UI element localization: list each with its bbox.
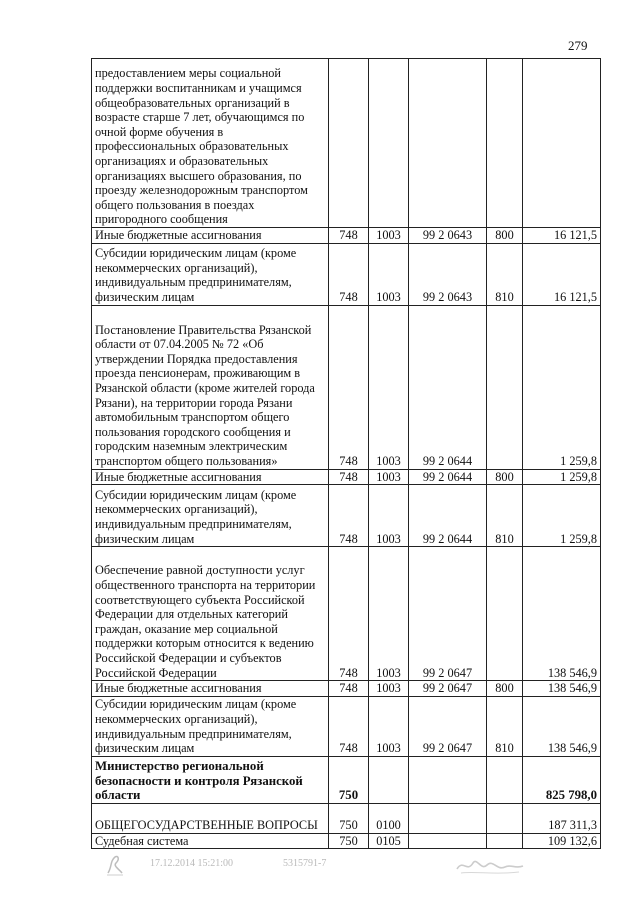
row-ved: 748 (329, 696, 369, 756)
table-row (92, 547, 601, 681)
row-ved: 748 (329, 469, 369, 485)
table-row (92, 833, 601, 849)
row-vr (487, 756, 523, 803)
row-rz (369, 756, 409, 803)
row-rz: 1003 (369, 228, 409, 244)
table-row (92, 756, 601, 803)
document-footer (0, 853, 640, 883)
row-sum: 138 546,9 (523, 681, 601, 697)
row-description: Министерство региональной безопасности и контроля Рязанской области (92, 756, 329, 803)
row-rz: 1003 (369, 485, 409, 547)
row-vr (487, 305, 523, 469)
row-ved: 748 (329, 243, 369, 305)
row-description: Субсидии юридическим лицам (кроме некоммерческих организаций), индивидуальным предпринимателям, физическим лицам (92, 485, 329, 547)
row-rz: 1003 (369, 681, 409, 697)
table-row (92, 305, 601, 469)
row-ved: 750 (329, 803, 369, 833)
row-sum: 138 546,9 (523, 547, 601, 681)
row-vr (487, 59, 523, 228)
row-vr (487, 833, 523, 849)
row-description: Постановление Правительства Рязанской области от 07.04.2005 № 72 «Об утверждении Порядка предоставления проезда пенсионерам, проживающим в Рязанской области (кроме жителей города Рязани), на территории города Рязани автомобильным транспортом общего пользования городского сообщения и городским наземным электрическим транспортом общего пользования» (92, 305, 329, 469)
row-csr: 99 2 0644 (409, 305, 487, 469)
row-rz: 1003 (369, 305, 409, 469)
row-vr (487, 547, 523, 681)
row-rz: 1003 (369, 547, 409, 681)
footer-date: 17.12.2014 15:21:00 (150, 858, 234, 869)
row-rz: 0100 (369, 803, 409, 833)
row-vr (487, 803, 523, 833)
row-ved: 750 (329, 833, 369, 849)
row-csr: 99 2 0647 (409, 547, 487, 681)
row-sum: 825 798,0 (523, 756, 601, 803)
row-csr: 99 2 0647 (409, 696, 487, 756)
row-description: Судебная система (92, 833, 329, 849)
table-row (92, 681, 601, 697)
row-vr: 800 (487, 469, 523, 485)
row-sum: 16 121,5 (523, 228, 601, 244)
row-rz: 1003 (369, 243, 409, 305)
row-csr: 99 2 0643 (409, 228, 487, 244)
row-ved (329, 59, 369, 228)
row-vr: 800 (487, 228, 523, 244)
table-row (92, 469, 601, 485)
row-csr: 99 2 0644 (409, 469, 487, 485)
table-row (92, 696, 601, 756)
row-sum: 138 546,9 (523, 696, 601, 756)
row-rz: 1003 (369, 469, 409, 485)
row-csr: 99 2 0643 (409, 243, 487, 305)
row-ved: 748 (329, 681, 369, 697)
row-description: Обеспечение равной доступности услуг общественного транспорта на территории соответствующего субъекта Российской Федерации для отдельных категорий граждан, оказание мер социальной поддержки которым относится к ведению Российской Федерации и субъектов Российской Федерации (92, 547, 329, 681)
table-row (92, 59, 601, 228)
page-number: 279 (568, 38, 588, 53)
row-csr (409, 59, 487, 228)
row-description: Иные бюджетные ассигнования (92, 228, 329, 244)
table-row (92, 243, 601, 305)
row-ved: 748 (329, 485, 369, 547)
row-vr: 800 (487, 681, 523, 697)
row-ved: 748 (329, 228, 369, 244)
row-sum: 187 311,3 (523, 803, 601, 833)
row-csr: 99 2 0647 (409, 681, 487, 697)
footer-doc-number: 5315791-7 (283, 858, 327, 869)
signature-mark-icon (455, 853, 525, 880)
row-vr: 810 (487, 485, 523, 547)
row-csr (409, 756, 487, 803)
row-description: Иные бюджетные ассигнования (92, 681, 329, 697)
row-sum: 1 259,8 (523, 485, 601, 547)
row-sum (523, 59, 601, 228)
table-row (92, 485, 601, 547)
row-description: предоставлением меры социальной поддержки воспитанникам и учащимся общеобразовательных организаций в возрасте старше 7 лет, обучающимся по очной форме обучения в профессиональных образовательных организациях и образовательных организациях высшего образования, по проезду железнодорожным транспортом общего пользования в поездах пригородного сообщения (92, 59, 329, 228)
row-description: ОБЩЕГОСУДАРСТВЕННЫЕ ВОПРОСЫ (92, 803, 329, 833)
row-sum: 1 259,8 (523, 305, 601, 469)
row-sum: 109 132,6 (523, 833, 601, 849)
row-rz: 0105 (369, 833, 409, 849)
row-rz (369, 59, 409, 228)
row-vr: 810 (487, 243, 523, 305)
budget-table (91, 58, 601, 849)
row-ved: 748 (329, 305, 369, 469)
row-sum: 16 121,5 (523, 243, 601, 305)
row-rz: 1003 (369, 696, 409, 756)
row-description: Субсидии юридическим лицам (кроме некоммерческих организаций), индивидуальным предпринимателям, физическим лицам (92, 696, 329, 756)
row-csr: 99 2 0644 (409, 485, 487, 547)
row-description: Иные бюджетные ассигнования (92, 469, 329, 485)
row-description: Субсидии юридическим лицам (кроме некоммерческих организаций), индивидуальным предпринимателям, физическим лицам (92, 243, 329, 305)
row-vr: 810 (487, 696, 523, 756)
signature-stamp-icon (104, 853, 126, 880)
row-ved: 748 (329, 547, 369, 681)
row-csr (409, 833, 487, 849)
row-csr (409, 803, 487, 833)
table-row (92, 228, 601, 244)
row-sum: 1 259,8 (523, 469, 601, 485)
row-ved: 750 (329, 756, 369, 803)
table-row (92, 803, 601, 833)
